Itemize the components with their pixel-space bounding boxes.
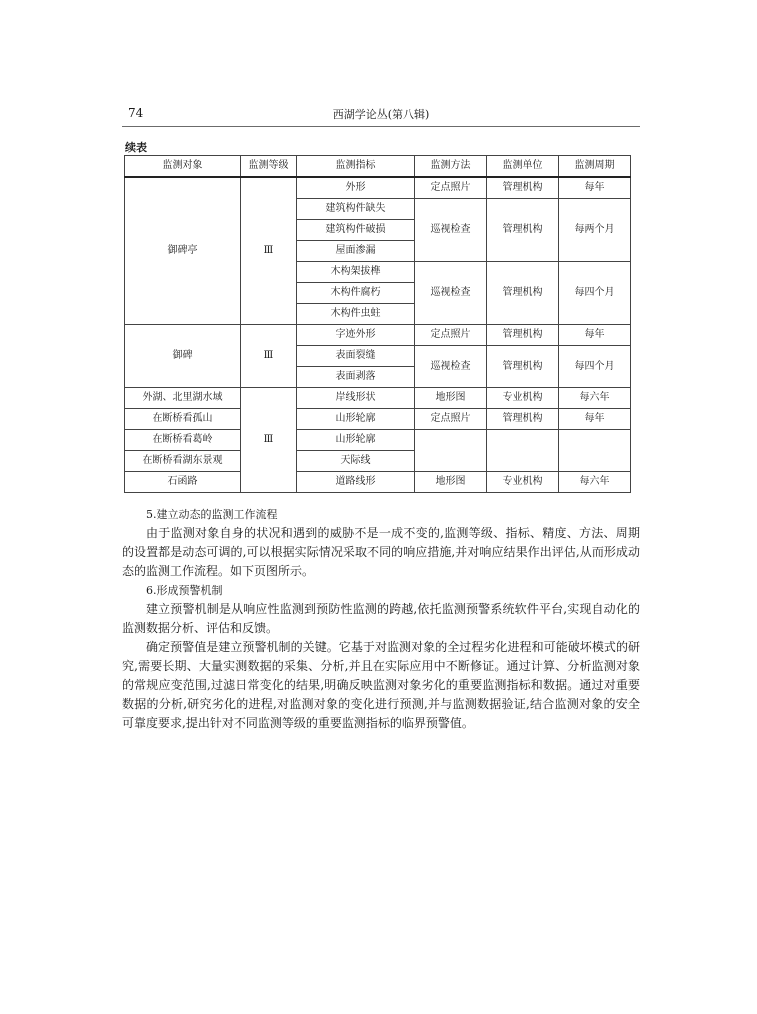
unit-cell: 管理机构 [487, 409, 559, 430]
indicator-cell: 木构架拔榫 [297, 262, 415, 283]
object-cell: 石函路 [125, 472, 241, 493]
journal-title: 西湖学论丛(第八辑) [332, 108, 430, 121]
unit-cell: 管理机构 [487, 346, 559, 388]
period-cell: 每两个月 [559, 199, 631, 262]
unit-cell: 管理机构 [487, 262, 559, 325]
method-cell: 巡视检查 [415, 262, 487, 325]
col-header: 监测单位 [487, 156, 559, 178]
table-row [125, 409, 631, 430]
monitoring-table [124, 155, 631, 493]
object-cell: 御碑亭 [125, 177, 241, 325]
object-cell: 御碑 [125, 325, 241, 388]
level-cell: Ⅲ [241, 177, 297, 325]
level-cell: Ⅲ [241, 388, 297, 493]
indicator-cell: 山形轮廓 [297, 409, 415, 430]
indicator-cell: 木构件腐朽 [297, 283, 415, 304]
method-cell: 定点照片 [415, 409, 487, 430]
table-header-row [125, 156, 631, 178]
paragraph: 建立预警机制是从响应性监测到预防性监测的跨越,依托监测预警系统软件平台,实现自动化的监测数据分析、评估和反馈。 [122, 602, 640, 635]
section-heading-5: 5.建立动态的监测工作流程 [146, 508, 278, 521]
level-cell: Ⅲ [241, 325, 297, 388]
unit-cell: 管理机构 [487, 325, 559, 346]
object-cell: 在断桥看孤山 [125, 409, 241, 430]
unit-cell: 专业机构 [487, 472, 559, 493]
indicator-cell: 表面剥落 [297, 367, 415, 388]
unit-cell: 管理机构 [487, 177, 559, 199]
indicator-cell: 表面裂缝 [297, 346, 415, 367]
method-cell-empty [415, 430, 487, 472]
paragraph: 由于监测对象自身的状况和遇到的威胁不是一成不变的,监测等级、指标、精度、方法、周期的设置都是动态可调的,可以根据实际情况采取不同的响应措施,并对响应结果作出评估,从而形成动态的监测工作流程。如下页图所示。 [122, 526, 640, 578]
method-cell: 定点照片 [415, 177, 487, 199]
indicator-cell: 屋面渗漏 [297, 241, 415, 262]
method-cell: 定点照片 [415, 325, 487, 346]
indicator-cell: 道路线形 [297, 472, 415, 493]
method-cell: 地形图 [415, 472, 487, 493]
period-cell: 每年 [559, 409, 631, 430]
indicator-cell: 天际线 [297, 451, 415, 472]
table-row [125, 325, 631, 346]
col-header: 监测周期 [559, 156, 631, 178]
col-header: 监测方法 [415, 156, 487, 178]
running-header [122, 100, 640, 127]
method-cell: 地形图 [415, 388, 487, 409]
period-cell: 每年 [559, 177, 631, 199]
table-row [125, 472, 631, 493]
indicator-cell: 外形 [297, 177, 415, 199]
period-cell: 每六年 [559, 388, 631, 409]
indicator-cell: 建筑构件破损 [297, 220, 415, 241]
table-row [125, 177, 631, 199]
unit-cell-empty [487, 430, 559, 472]
body-text [122, 505, 640, 733]
object-cell: 在断桥看葛岭 [125, 430, 241, 451]
indicator-cell: 岸线形状 [297, 388, 415, 409]
indicator-cell: 木构件虫蛀 [297, 304, 415, 325]
period-cell: 每四个月 [559, 346, 631, 388]
col-header: 监测等级 [241, 156, 297, 178]
indicator-cell: 字迹外形 [297, 325, 415, 346]
object-cell: 外湖、北里湖水域 [125, 388, 241, 409]
period-cell: 每四个月 [559, 262, 631, 325]
period-cell: 每年 [559, 325, 631, 346]
table-continued-label: 续表 [125, 141, 147, 154]
indicator-cell: 建筑构件缺失 [297, 199, 415, 220]
page-number: 74 [128, 106, 144, 120]
col-header: 监测对象 [125, 156, 241, 178]
method-cell: 巡视检查 [415, 346, 487, 388]
unit-cell: 专业机构 [487, 388, 559, 409]
unit-cell: 管理机构 [487, 199, 559, 262]
table-row [125, 430, 631, 451]
table-row [125, 388, 631, 409]
section-heading-6: 6.形成预警机制 [146, 584, 223, 597]
period-cell: 每六年 [559, 472, 631, 493]
period-cell-empty [559, 430, 631, 472]
paragraph: 确定预警值是建立预警机制的关键。它基于对监测对象的全过程劣化进程和可能破坏模式的研究,需要长期、大量实测数据的采集、分析,并且在实际应用中不断修证。通过计算、分析监测对象的常规应变范围,过滤日常变化的结果,明确反映监测对象劣化的重要监测指标和数据。通过对重要数据的分析,研究劣化的进程,对监测对象的变化进行预测,并与监测数据验证,结合监测对象的安全可靠度要求,提出针对不同监测等级的重要监测指标的临界预警值。 [122, 640, 640, 730]
object-cell: 在断桥看湖东景观 [125, 451, 241, 472]
method-cell: 巡视检查 [415, 199, 487, 262]
col-header: 监测指标 [297, 156, 415, 178]
indicator-cell: 山形轮廓 [297, 430, 415, 451]
